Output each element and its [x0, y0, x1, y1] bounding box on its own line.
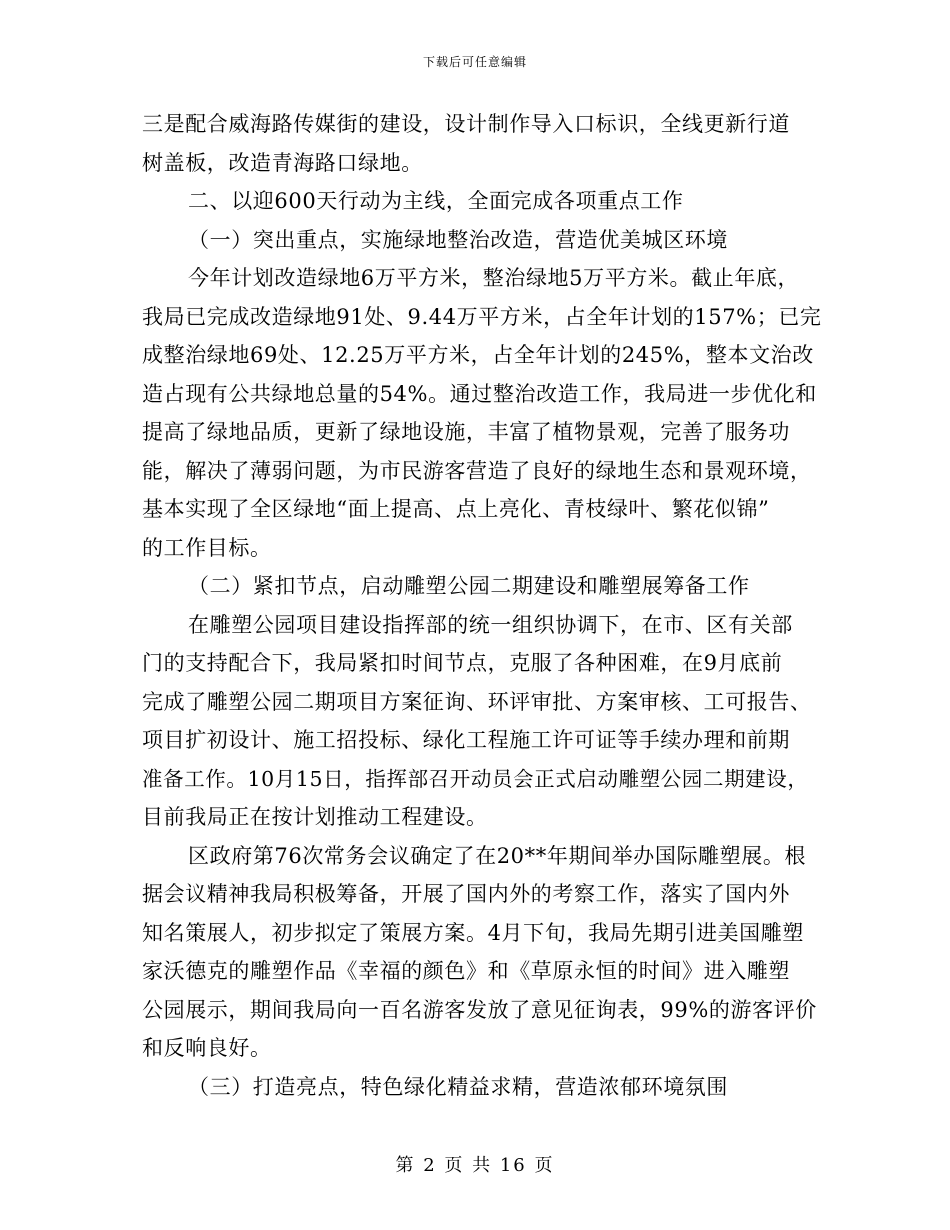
text-line: 区政府第76次常务会议确定了在20**年期间举办国际雕塑展。根 [188, 843, 807, 868]
text-line: 门的支持配合下，我局紧扣时间节点，克服了各种困难，在9月底前 [142, 651, 783, 675]
text-line: 成整治绿地69处、12.25万平方米，占全年计划的245%，整本文治改 [142, 343, 814, 367]
text-line: （三）打造亮点，特色绿化精益求精，营造浓郁环境氛围 [188, 1074, 728, 1099]
text-line: 公园展示，期间我局向一百名游客发放了意见征询表，99%的游客评价 [142, 997, 817, 1022]
text-line: （二）紧扣节点，启动雕塑公园二期建设和雕塑展筹备工作 [188, 574, 750, 598]
text-line: 造占现有公共绿地总量的54%。通过整治改造工作，我局进一步优化和 [142, 381, 817, 406]
text-line: 完成了雕塑公园二期项目方案征询、环评审批、方案审核、工可报告、 [142, 689, 812, 714]
page-footer: 第 2 页 共 16 页 [395, 1155, 555, 1176]
text-line: 今年计划改造绿地6万平方米，整治绿地5万平方米。截止年底， [188, 266, 800, 290]
text-line: 知名策展人，初步拟定了策展方案。4月下旬，我局先期引进美国雕塑 [142, 920, 804, 945]
text-line: 据会议精神我局积极筹备，开展了国内外的考察工作，落实了国内外 [142, 882, 790, 906]
text-line: 在雕塑公园项目建设指挥部的统一组织协调下，在市、区有关部 [188, 612, 793, 637]
text-line: 提高了绿地品质，更新了绿地设施，丰富了植物景观，完善了服务功 [142, 420, 790, 444]
text-line: 能，解决了薄弱问题，为市民游客营造了良好的绿地生态和景观环境， [142, 458, 812, 483]
text-line: 树盖板，改造青海路口绿地。 [142, 150, 423, 175]
text-line: 目前我局正在按计划推动工程建设。 [142, 805, 488, 829]
text-line: 家沃德克的雕塑作品《幸福的颜色》和《草原永恒的时间》进入雕塑 [142, 959, 790, 983]
text-line: 三是配合威海路传媒街的建设，设计制作导入口标识，全线更新行道 [142, 112, 790, 136]
page-header: 下载后可任意编辑 [422, 55, 527, 69]
text-line: 项目扩初设计、施工招投标、绿化工程施工许可证等手续办理和前期 [142, 728, 790, 752]
text-line: 我局已完成改造绿地91处、9.44万平方米，占全年计划的157%；已完 [142, 304, 822, 329]
text-line: 和反响良好。 [142, 1036, 272, 1060]
text-line: 准备工作。10月15日，指挥部召开动员会正式启动雕塑公园二期建设， [142, 766, 809, 791]
text-line: （一）突出重点，实施绿地整治改造，营造优美城区环境 [188, 227, 728, 252]
document-body [142, 105, 822, 1106]
text-line: 基本实现了全区绿地“面上提高、点上亮化、青枝绿叶、繁花似锦” [142, 497, 770, 521]
text-line: 的工作目标。 [142, 535, 272, 560]
text-line: 二、以迎600天行动为主线，全面完成各项重点工作 [188, 189, 684, 213]
